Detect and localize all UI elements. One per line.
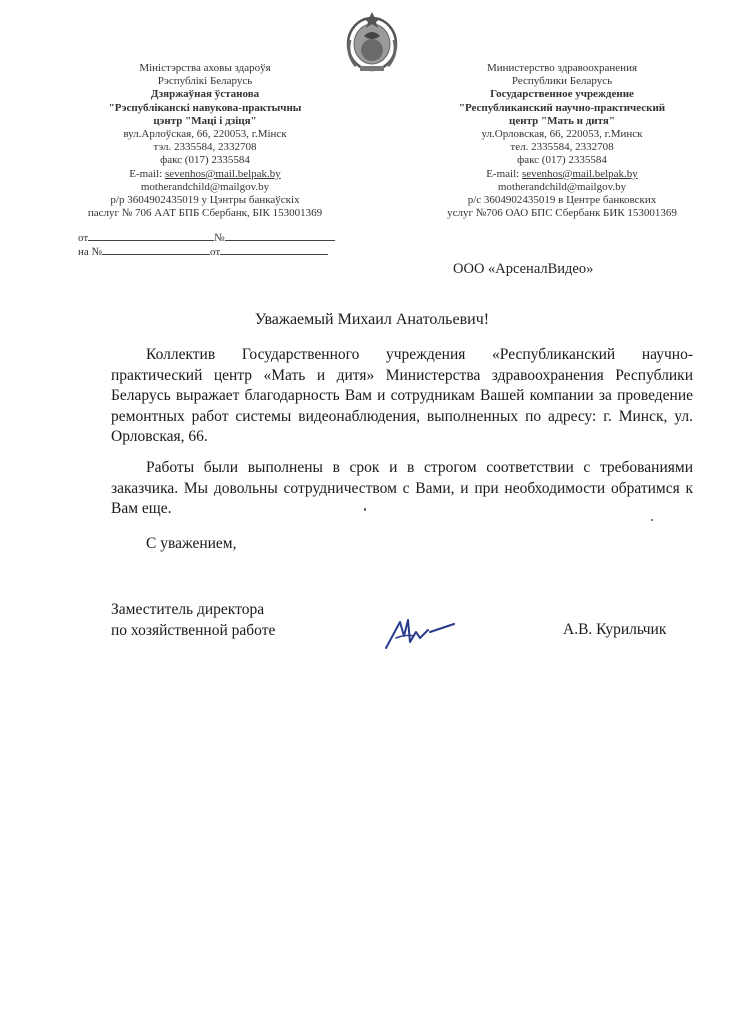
bank-details-1: р/с 3604902435019 в Центре банковских	[467, 194, 657, 207]
signatory-position	[111, 600, 275, 641]
email-link[interactable]: sevenhos@mail.belpak.by	[164, 167, 281, 180]
email-2[interactable]: motherandchild@mailgov.by	[140, 180, 270, 193]
phone: тэл. 2335584, 2332708	[153, 141, 257, 154]
date-label: от	[210, 246, 221, 258]
date-blank	[88, 230, 214, 241]
email-label: E-mail:	[486, 167, 520, 180]
ministry-name: Министерство здравоохранения	[486, 62, 638, 74]
scan-speck	[651, 519, 653, 521]
institution-name-1: "Республиканский научно-практический	[458, 101, 666, 114]
salutation: Уважаемый Михаил Анатольевич!	[254, 311, 490, 328]
institution-type: Государственное учреждение	[490, 88, 634, 101]
date-blank	[220, 244, 328, 255]
header-right-russian	[412, 62, 712, 220]
number-blank	[102, 244, 210, 255]
phone: тел. 2335584, 2332708	[510, 141, 614, 154]
fax: факс (017) 2335584	[160, 154, 250, 167]
email-link[interactable]: sevenhos@mail.belpak.by	[521, 167, 638, 180]
country-name: Рэспублікі Беларусь	[157, 75, 253, 88]
body-paragraph-2: Работы были выполнены в срок и в строгом соответствии с требованиями заказчика. Мы довольны сотрудничеством с Вами, и при необходимости обратимся к Вам еще.	[111, 459, 693, 517]
signatory-name: А.В. Курильчик	[563, 621, 667, 638]
email-2[interactable]: motherandchild@mailgov.by	[497, 180, 627, 193]
body-paragraph-1: Коллектив Государственного учреждения «Республиканский научно-практический центр «Мать и дитя» Министерства здравоохранения Республики Беларусь выражает благодарность Вам и сотрудникам Вашей компании за проведение ремонтных работ системы видеонаблюдения, выполненных по адресу: г. Минск, ул. Орловская, 66.	[111, 346, 693, 445]
email-line	[60, 168, 350, 181]
institution-name-1: "Рэспубліканскі навукова-практычны	[108, 101, 302, 114]
address: ул.Орловская, 66, 220053, г.Минск	[481, 128, 643, 141]
position-line-1: Заместитель директора	[111, 601, 265, 618]
country-name: Республики Беларусь	[511, 75, 613, 88]
recipient: ООО «АрсеналВидео»	[453, 261, 594, 277]
date-label: от	[78, 232, 89, 244]
closing: С уважением,	[146, 535, 237, 552]
ministry-name: Міністэрства аховы здароўя	[139, 62, 271, 74]
bank-details-2: паслуг № 706 ААТ БПБ Сбербанк, БІК 153001369	[87, 207, 323, 220]
number-label: №	[214, 232, 225, 244]
number-blank	[225, 230, 335, 241]
handwritten-signature	[382, 608, 464, 654]
address: вул.Арлоўская, 66, 220053, г.Мінск	[123, 128, 287, 141]
belarus-coat-of-arms-icon	[342, 10, 402, 74]
bank-details-2: услуг №706 ОАО БПС Сбербанк БИК 153001369	[447, 207, 677, 220]
outgoing-registration-line	[78, 230, 335, 244]
position-line-2: по хозяйственной работе	[111, 621, 276, 639]
institution-type: Дзяржаўная ўстанова	[150, 88, 260, 101]
fax: факс (017) 2335584	[517, 154, 607, 167]
number-label: на №	[78, 246, 103, 258]
email-line	[412, 168, 712, 181]
header-left-belarusian	[60, 62, 350, 220]
bank-details-1: р/р 3604902435019 у Цэнтры банкаўскіх	[110, 194, 300, 207]
email-label: E-mail:	[129, 167, 163, 180]
institution-name-2: центр "Мать и дитя"	[509, 114, 615, 127]
institution-name-2: цэнтр "Маці і дзіця"	[153, 114, 257, 127]
incoming-registration-line	[78, 244, 328, 258]
scan-speck	[364, 508, 366, 511]
